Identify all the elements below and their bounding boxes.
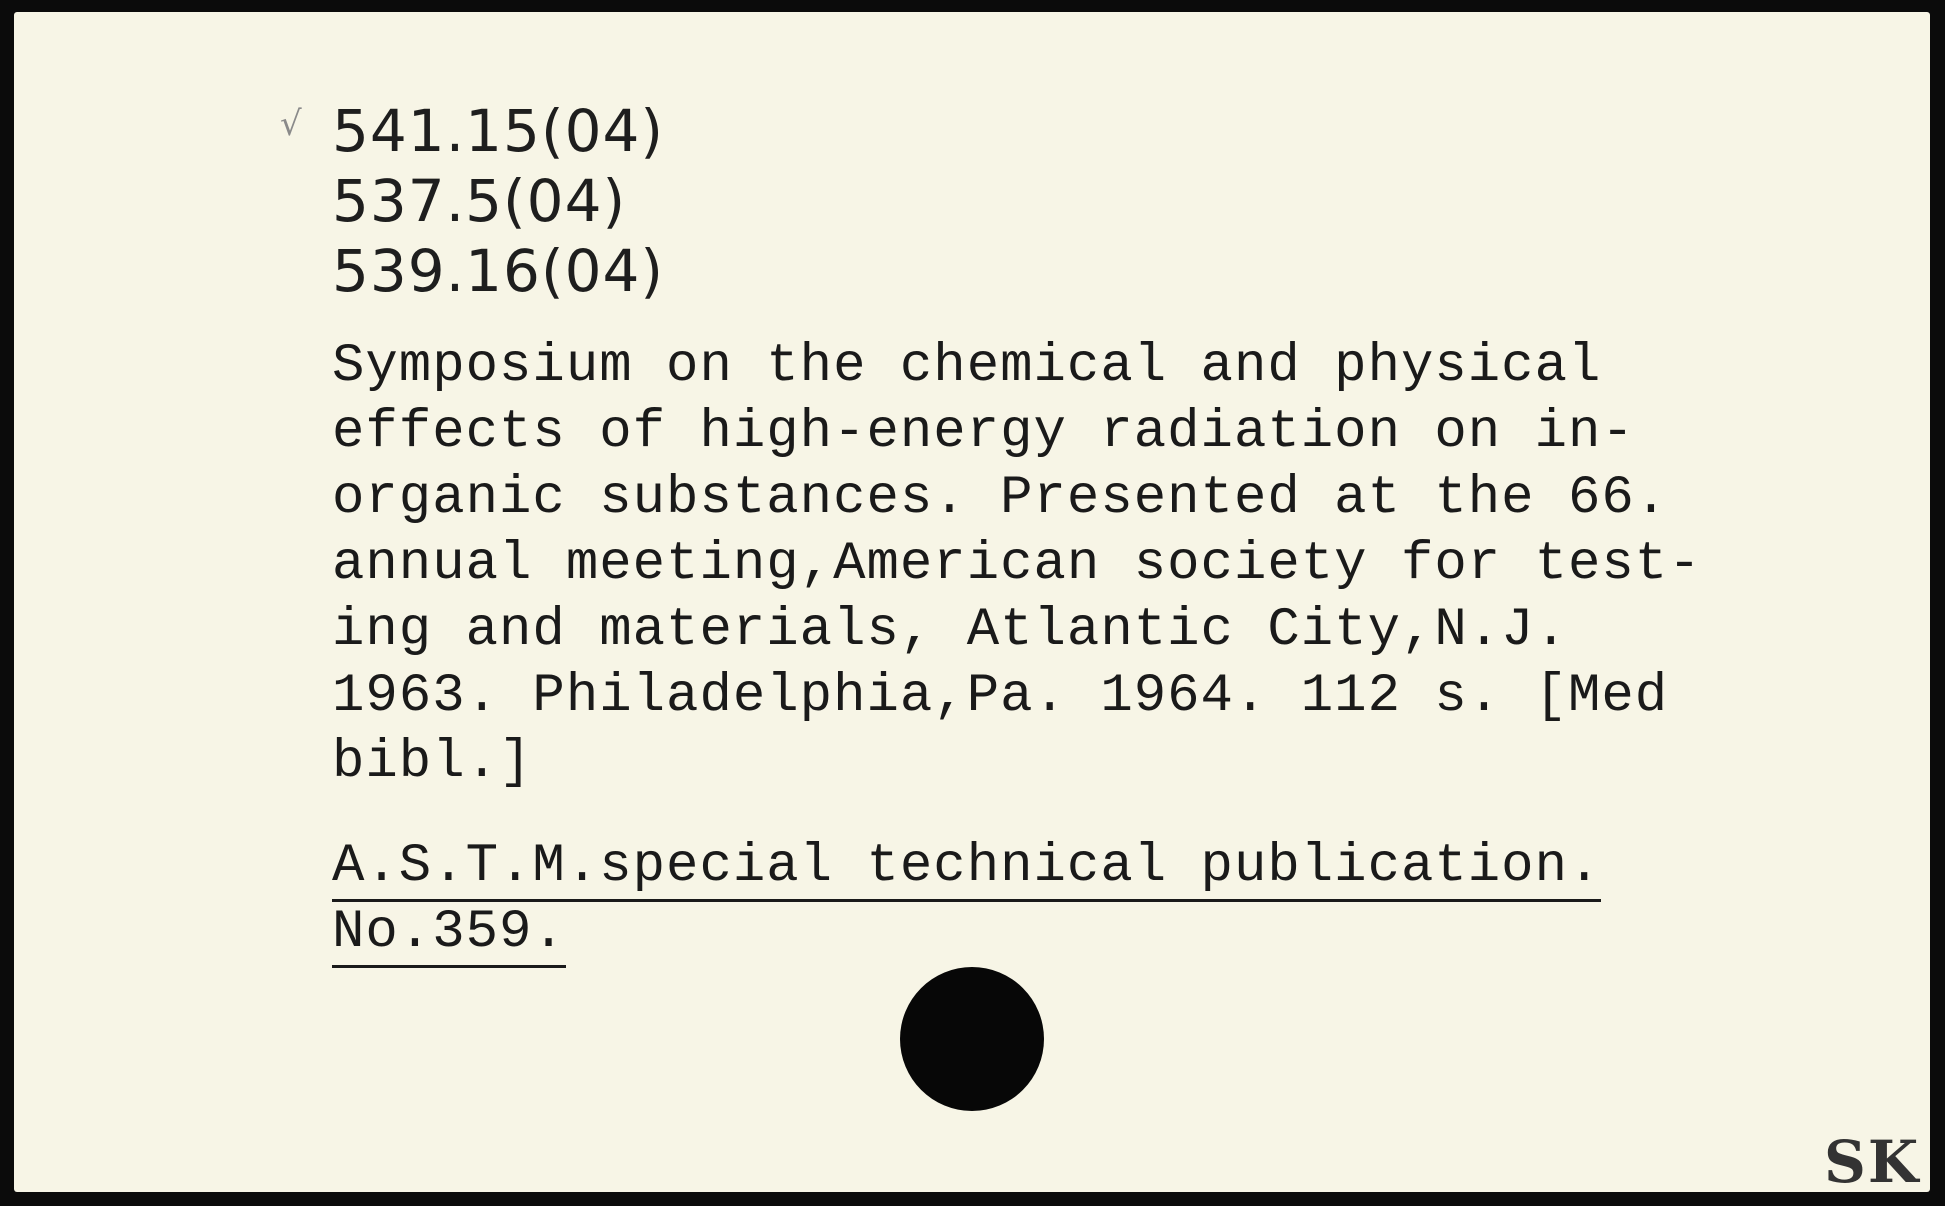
classification-number: 541.15(04) bbox=[332, 97, 665, 165]
title-line: bibl.] bbox=[332, 732, 533, 793]
series-line bbox=[332, 834, 1601, 900]
classification-number: 539.16(04) bbox=[332, 237, 665, 305]
series-line bbox=[332, 900, 1601, 966]
catalog-card bbox=[14, 12, 1930, 1196]
sk-stamp: SK bbox=[1824, 1128, 1921, 1196]
title-line: 1963. Philadelphia,Pa. 1964. 112 s. [Med bbox=[332, 666, 1669, 727]
title-line: annual meeting,American society for test- bbox=[332, 534, 1702, 595]
title-line: Symposium on the chemical and physical bbox=[332, 336, 1602, 397]
title-line: effects of high-energy radiation on in- bbox=[332, 402, 1635, 463]
title-line: organic substances. Presented at the 66. bbox=[332, 468, 1669, 529]
classification-numbers bbox=[332, 96, 664, 306]
title-line: ing and materials, Atlantic City,N.J. bbox=[332, 600, 1568, 661]
title-entry bbox=[332, 334, 1702, 796]
punch-hole bbox=[900, 967, 1044, 1111]
classification-number: 537.5(04) bbox=[332, 167, 627, 235]
series-number: No.359. bbox=[332, 902, 566, 968]
series-statement bbox=[332, 834, 1601, 966]
check-mark: √ bbox=[280, 104, 302, 144]
series-title: A.S.T.M.special technical publication. bbox=[332, 836, 1601, 902]
